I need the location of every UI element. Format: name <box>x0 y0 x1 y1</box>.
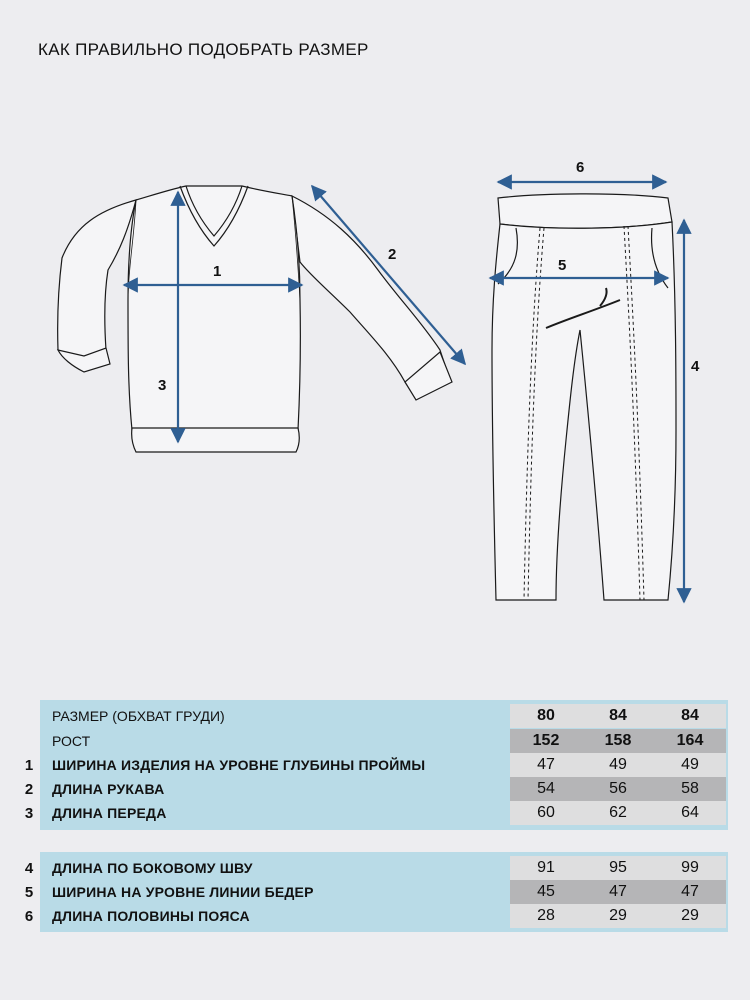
value-cell: 47 <box>537 756 555 773</box>
value-cell: 49 <box>609 756 627 773</box>
table-row <box>40 753 728 777</box>
measure-label-2: 2 <box>388 246 397 263</box>
row-number: 5 <box>24 884 34 901</box>
table-row <box>40 801 728 825</box>
value-cell: 64 <box>681 804 699 821</box>
measure-label-6: 6 <box>576 159 585 176</box>
value-cell: 152 <box>532 732 560 749</box>
row-values <box>510 777 726 801</box>
row-values <box>510 801 726 825</box>
value-cell: 56 <box>609 780 627 797</box>
row-number: 3 <box>24 805 34 822</box>
row-values <box>510 904 726 928</box>
measure-label-4: 4 <box>691 358 700 375</box>
value-cell: 95 <box>609 859 627 876</box>
value-cell: 84 <box>681 707 699 724</box>
row-label: РАЗМЕР (ОБХВАТ ГРУДИ) <box>52 708 225 724</box>
table-row <box>40 704 728 728</box>
measure-label-5: 5 <box>558 257 567 274</box>
row-label: ДЛИНА ПОЛОВИНЫ ПОЯСА <box>52 908 250 924</box>
row-values <box>510 704 726 728</box>
sweater-drawing <box>58 186 452 452</box>
table-row <box>40 729 728 753</box>
size-table-bottom <box>40 852 728 932</box>
row-values <box>510 729 726 753</box>
value-cell: 45 <box>537 883 555 900</box>
size-table-top <box>40 700 728 830</box>
pants-drawing <box>492 194 676 600</box>
value-cell: 164 <box>676 732 704 749</box>
value-cell: 99 <box>681 859 699 876</box>
row-label: ДЛИНА ПЕРЕДА <box>52 805 167 821</box>
row-label: РОСТ <box>52 733 91 749</box>
table-row <box>40 880 728 904</box>
row-values <box>510 880 726 904</box>
row-number: 4 <box>24 860 34 877</box>
value-cell: 62 <box>609 804 627 821</box>
value-cell: 91 <box>537 859 555 876</box>
row-number: 2 <box>24 781 34 798</box>
page-title: КАК ПРАВИЛЬНО ПОДОБРАТЬ РАЗМЕР <box>38 40 369 59</box>
row-label: ДЛИНА РУКАВА <box>52 781 165 797</box>
value-cell: 47 <box>609 883 627 900</box>
value-cell: 60 <box>537 804 555 821</box>
value-cell: 29 <box>609 907 627 924</box>
value-cell: 28 <box>537 907 555 924</box>
value-cell: 158 <box>604 732 632 749</box>
row-label: ШИРИНА НА УРОВНЕ ЛИНИИ БЕДЕР <box>52 884 314 900</box>
value-cell: 49 <box>681 756 699 773</box>
value-cell: 29 <box>681 907 699 924</box>
row-number: 6 <box>24 908 34 925</box>
value-cell: 47 <box>681 883 699 900</box>
table-row <box>40 856 728 880</box>
value-cell: 84 <box>609 707 627 724</box>
table-row <box>40 904 728 928</box>
row-label: ШИРИНА ИЗДЕЛИЯ НА УРОВНЕ ГЛУБИНЫ ПРОЙМЫ <box>52 757 426 773</box>
value-cell: 80 <box>537 707 555 724</box>
measure-label-3: 3 <box>158 377 167 394</box>
table-row <box>40 777 728 801</box>
row-values <box>510 856 726 880</box>
row-number: 1 <box>24 757 34 774</box>
value-cell: 54 <box>537 780 555 797</box>
row-label: ДЛИНА ПО БОКОВОМУ ШВУ <box>52 860 253 876</box>
value-cell: 58 <box>681 780 699 797</box>
row-values <box>510 753 726 777</box>
measure-label-1: 1 <box>213 263 222 280</box>
